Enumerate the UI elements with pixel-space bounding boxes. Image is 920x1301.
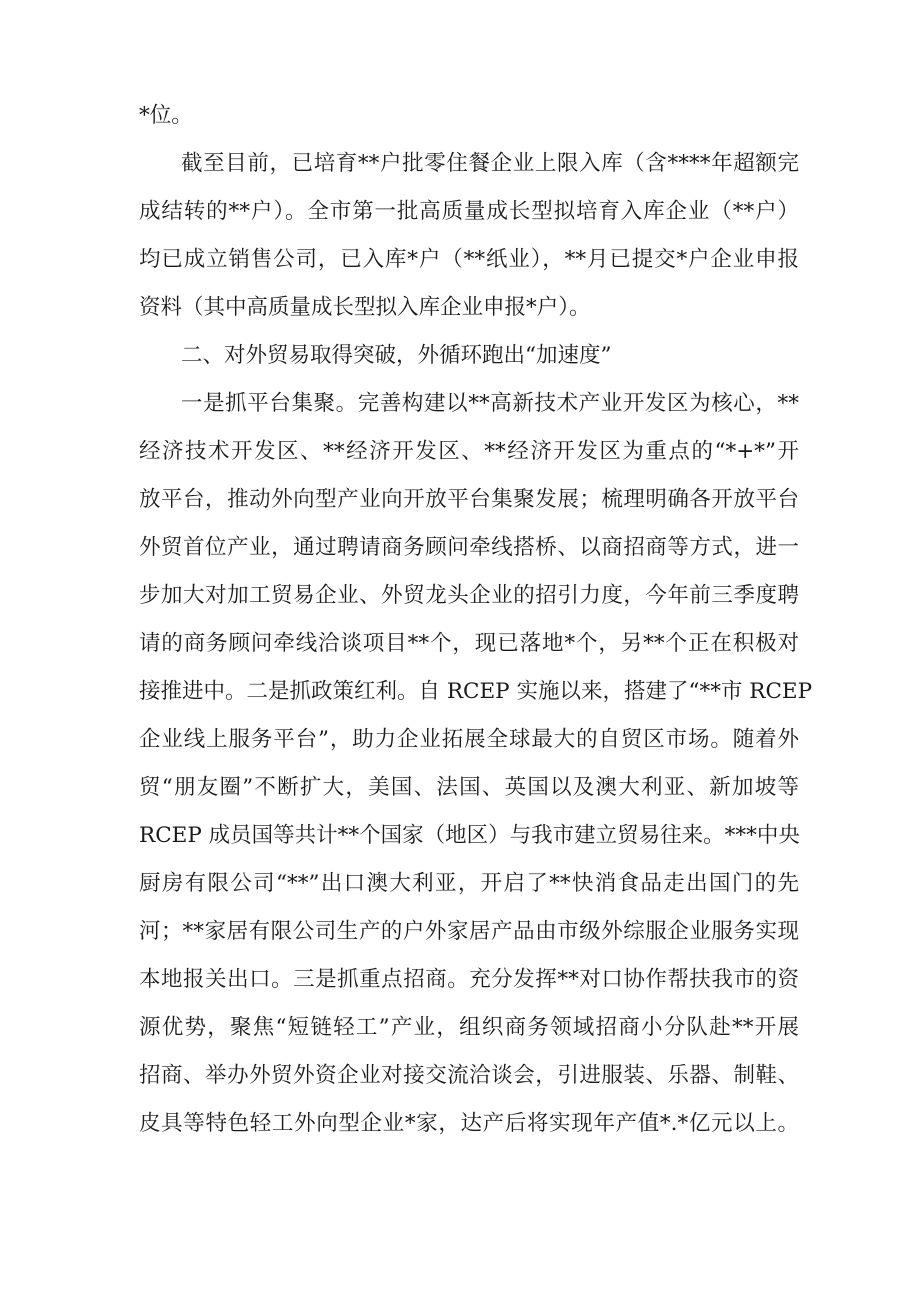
paragraph-line: RCEP 成员国等共计**个国家（地区）与我市建立贸易往来。***中央 — [139, 823, 800, 848]
paragraph-line: 均已成立销售公司，已入库*户（**纸业），**月已提交*户企业申报 — [139, 247, 799, 272]
paragraph-line: 一是抓平台集聚。完善构建以**高新技术产业开发区为核心，** — [181, 391, 799, 416]
paragraph-line: *位。 — [139, 103, 193, 128]
paragraph-line: 企业线上服务平台”，助力企业拓展全球最大的自贸区市场。随着外 — [139, 727, 799, 752]
paragraph-line: 步加大对加工贸易企业、外贸龙头企业的招引力度，今年前三季度聘 — [139, 583, 799, 608]
paragraph-line: 成结转的**户）。全市第一批高质量成长型拟培育入库企业（**户） — [139, 199, 799, 224]
paragraph-line: 厨房有限公司“**”出口澳大利亚，开启了**快消食品走出国门的先 — [139, 871, 799, 896]
paragraph-line: 贸“朋友圈”不断扩大，美国、法国、英国以及澳大利亚、新加坡等 — [139, 775, 799, 800]
paragraph-line: 源优势，聚焦“短链轻工”产业，组织商务领域招商小分队赴**开展 — [139, 1015, 799, 1040]
paragraph-line: 河；**家居有限公司生产的户外家居产品由市级外综服企业服务实现 — [139, 919, 799, 944]
paragraph-line: 本地报关出口。三是抓重点招商。充分发挥**对口协作帮扶我市的资 — [139, 967, 799, 992]
paragraph-line: 资料（其中高质量成长型拟入库企业申报*户）。 — [139, 295, 591, 320]
paragraph-line: 截至目前，已培育**户批零住餐企业上限入库（含****年超额完 — [181, 151, 799, 176]
section-heading: 二、对外贸易取得突破，外循环跑出“加速度” — [181, 343, 612, 368]
paragraph-line: 皮具等特色轻工外向型企业*家，达产后将实现年产值*.*亿元以上。 — [139, 1111, 799, 1136]
paragraph-line: 外贸首位产业，通过聘请商务顾问牵线搭桥、以商招商等方式，进一 — [139, 535, 799, 560]
paragraph-line: 请的商务顾问牵线洽谈项目**个，现已落地*个，另**个正在积极对 — [139, 631, 799, 656]
paragraph-line: 接推进中。二是抓政策红利。自 RCEP 实施以来，搭建了“**市 RCEP — [139, 679, 813, 704]
paragraph-line: 放平台，推动外向型产业向开放平台集聚发展；梳理明确各开放平台 — [139, 487, 799, 512]
paragraph-line: 经济技术开发区、**经济开发区、**经济开发区为重点的“*+*”开 — [139, 439, 799, 464]
paragraph-line: 招商、举办外贸外资企业对接交流洽谈会，引进服装、乐器、制鞋、 — [139, 1063, 799, 1088]
